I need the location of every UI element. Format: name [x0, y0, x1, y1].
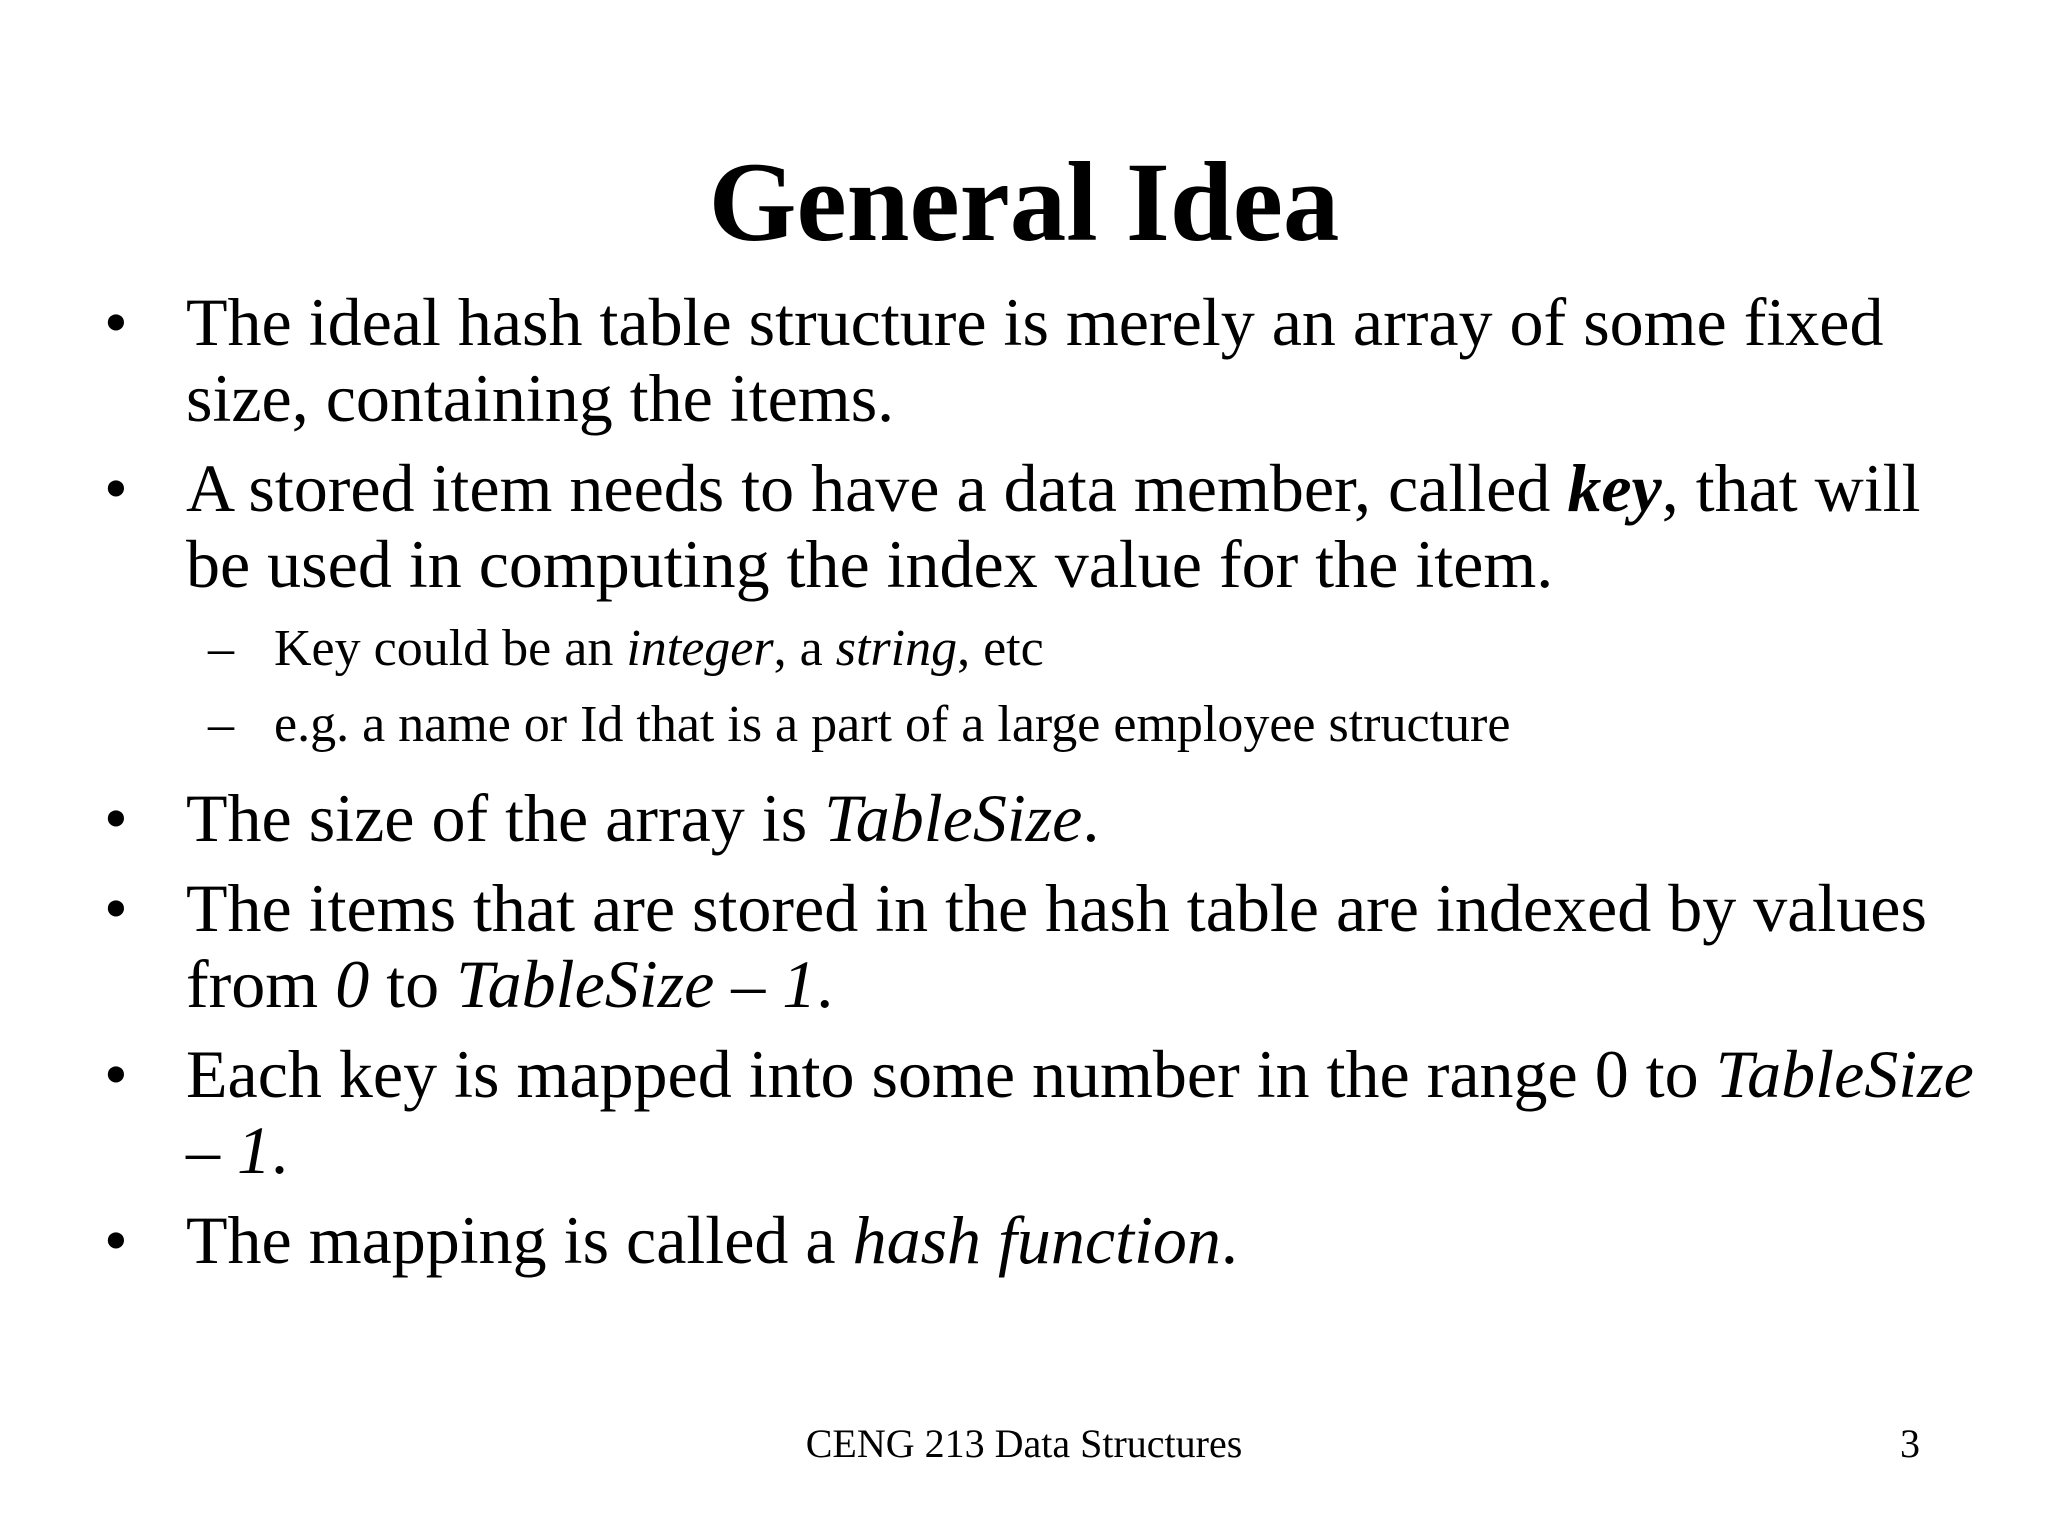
bullet-item: [100, 780, 1980, 856]
emph-tablesize: TableSize: [824, 780, 1083, 856]
bullet-item: [100, 1036, 1980, 1188]
dash-icon: –: [208, 696, 234, 753]
sub-bullet-text: , etc: [957, 620, 1044, 677]
slide-title: General Idea: [708, 140, 1340, 265]
emph-hash-function: hash function: [852, 1202, 1221, 1278]
emph-tablesize-minus-one: TableSize – 1: [456, 946, 817, 1022]
bullet-item: [100, 870, 1980, 1022]
sub-bullet-text: Key could be an: [274, 620, 627, 677]
bullet-item: [100, 450, 1980, 602]
bullet-text: The size of the array is: [186, 780, 825, 856]
bullet-item: [100, 1202, 1980, 1278]
bullet-text: Each key is mapped into some number in the range 0 to: [186, 1036, 1716, 1112]
bullet-text: A stored item needs to have a data member, called: [186, 450, 1568, 526]
bullet-icon: •: [104, 1036, 128, 1112]
bullet-text: The items that are stored in the hash table are indexed by values from: [186, 870, 1927, 1022]
bullet-text: The ideal hash table structure is merely an array of some fixed size, containing the items.: [186, 284, 1884, 436]
bullet-icon: •: [104, 780, 128, 856]
sub-bullet-item: [100, 692, 1980, 758]
key-term: key: [1567, 450, 1662, 526]
sub-bullet-text: , a: [773, 620, 836, 677]
bullet-icon: •: [104, 870, 128, 946]
sub-bullet-item: [100, 616, 1980, 682]
dash-icon: –: [208, 620, 234, 677]
bullet-text: The mapping is called a: [186, 1202, 853, 1278]
bullet-icon: •: [104, 1202, 128, 1278]
bullet-text: to: [369, 946, 457, 1022]
bullet-icon: •: [104, 450, 128, 526]
page-number: 3: [1900, 1421, 1920, 1466]
emph-integer: integer: [626, 620, 774, 677]
emph-tablesize-minus-one: TableSize – 1: [186, 1036, 1974, 1188]
bullet-text: , that will be used in computing the index value for the item.: [186, 450, 1921, 602]
bullet-text: .: [1082, 780, 1100, 856]
sub-bullet-text: e.g. a name or Id that is a part of a large employee structure: [274, 696, 1511, 753]
emph-zero: 0: [335, 946, 370, 1022]
emph-string: string: [835, 620, 958, 677]
bullet-text: .: [271, 1112, 288, 1188]
bullet-icon: •: [104, 284, 128, 360]
footer-course: CENG 213 Data Structures: [805, 1421, 1243, 1466]
bullet-list: [100, 284, 1980, 1292]
bullet-text: .: [816, 946, 834, 1022]
bullet-item: [100, 284, 1980, 436]
bullet-text: .: [1220, 1202, 1238, 1278]
